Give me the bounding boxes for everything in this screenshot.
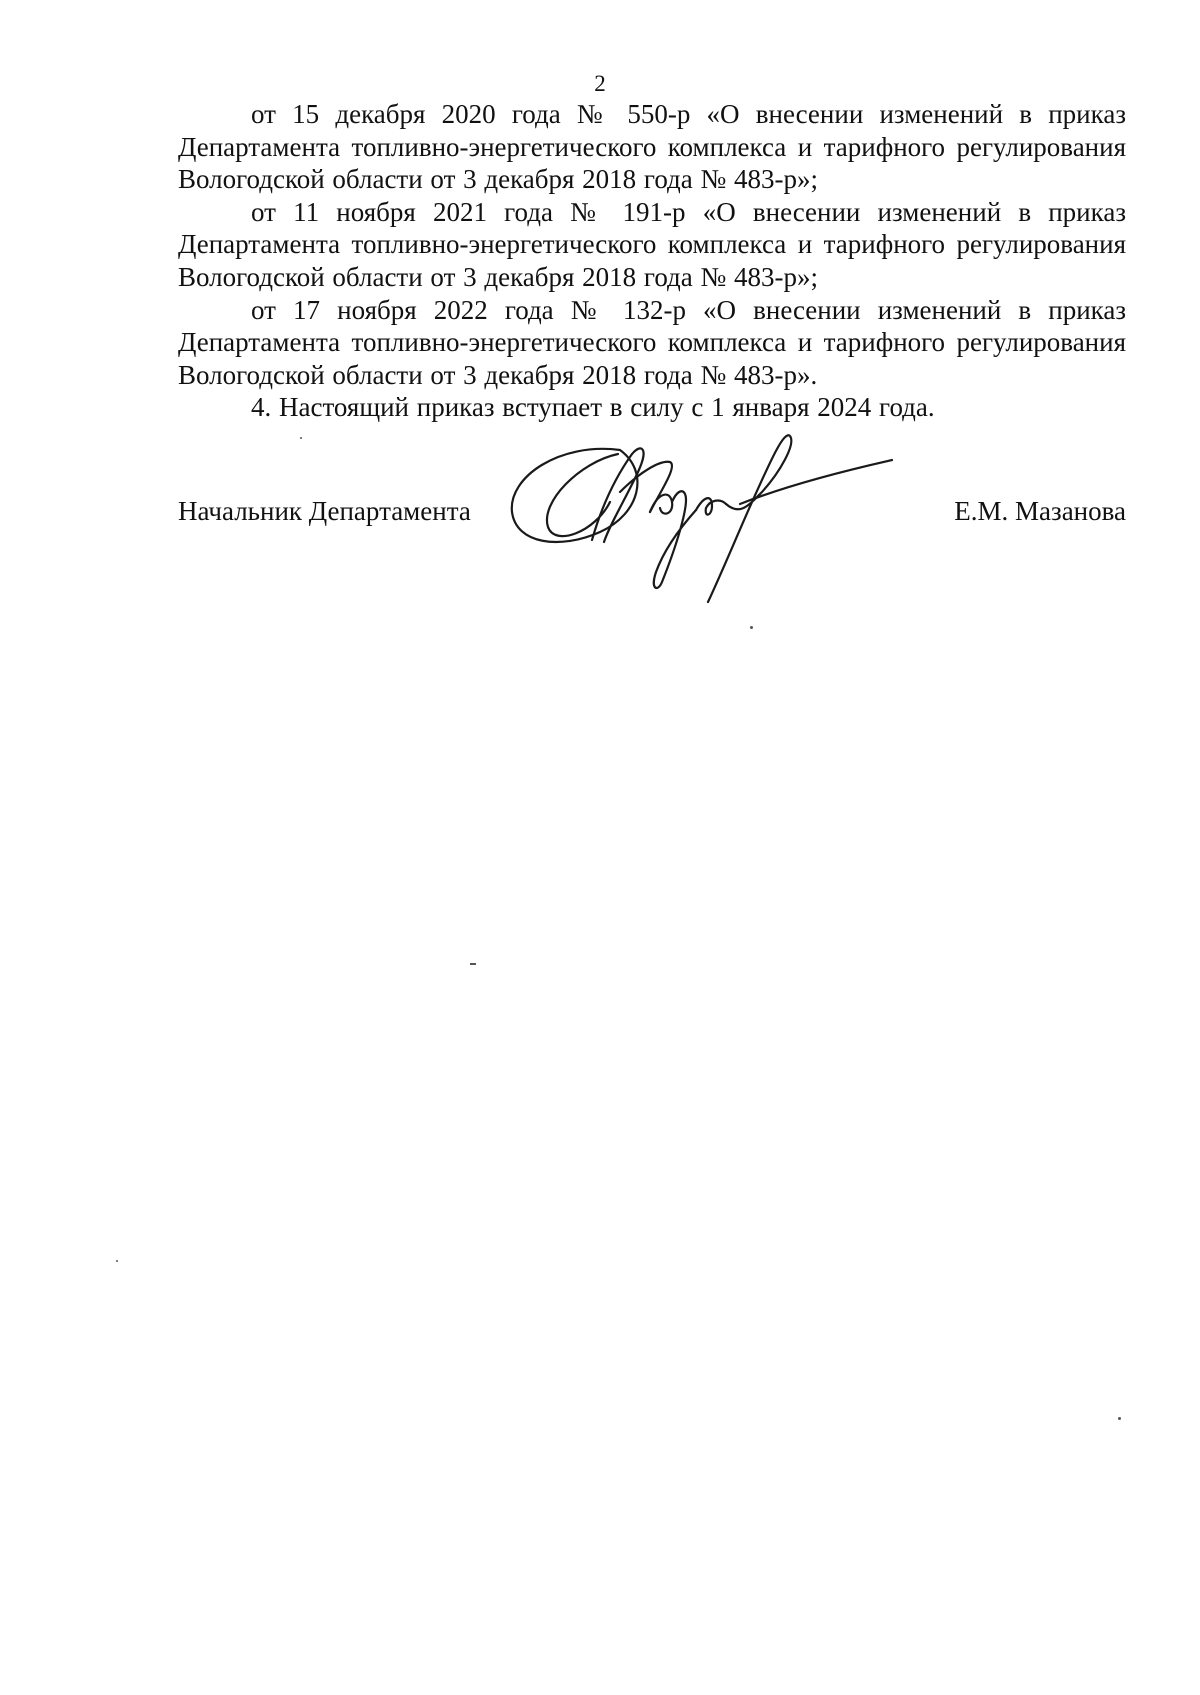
scan-speck bbox=[116, 1260, 118, 1262]
paragraph-effective-date: 4. Настоящий приказ вступает в силу с 1 января 2024 года. bbox=[251, 392, 935, 423]
paragraph-order-2020: от 15 декабря 2020 года № 550-р «О внесении изменений в приказ Департамента топливно-энергетического комплекса и тарифного регулирования Вологодской области от 3 декабря 2018 года № 483-р»; bbox=[178, 99, 1126, 195]
scan-speck bbox=[1118, 1417, 1121, 1420]
paragraph-order-2021: от 11 ноября 2021 года № 191-р «О внесении изменений в приказ Департамента топливно-энергетического комплекса и тарифного регулирования Вологодской области от 3 декабря 2018 года № 483-р»; bbox=[178, 196, 1126, 292]
handwritten-signature-icon bbox=[500, 432, 900, 622]
page-number: 2 bbox=[594, 71, 606, 96]
paragraph-order-2022: от 17 ноября 2022 года № 132-р «О внесении изменений в приказ Департамента топливно-энергетического комплекса и тарифного регулирования Вологодской области от 3 декабря 2018 года № 483-р». bbox=[178, 294, 1126, 390]
document-body bbox=[178, 98, 1126, 424]
signatory-position: Начальник Департамента bbox=[178, 496, 471, 526]
signatory-name: Е.М. Мазанова bbox=[954, 496, 1126, 526]
scan-speck bbox=[750, 626, 753, 629]
scan-speck bbox=[470, 963, 476, 965]
scan-speck bbox=[300, 437, 302, 439]
